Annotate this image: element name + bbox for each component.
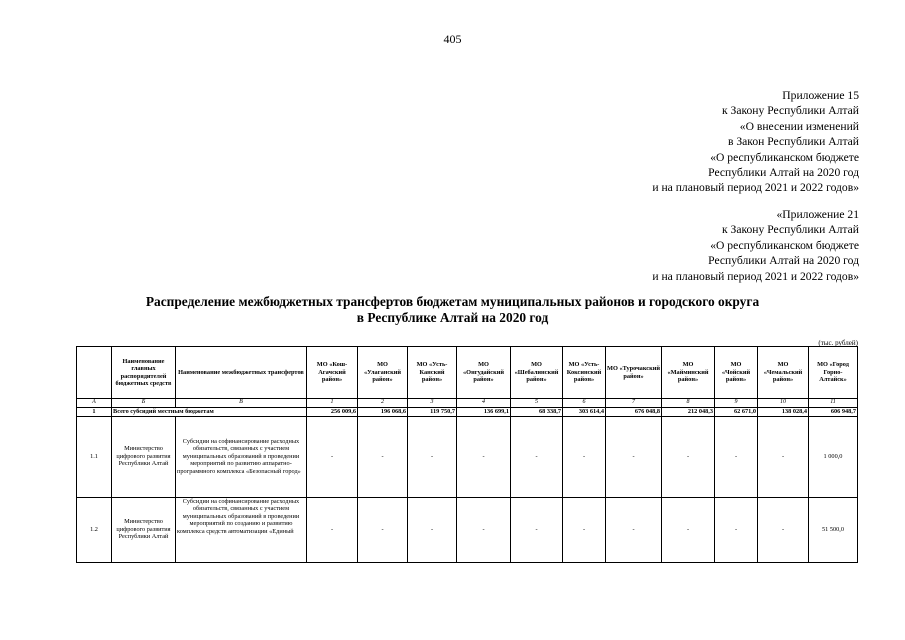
total-value: 676 048,8 bbox=[606, 407, 662, 416]
column-index: 4 bbox=[457, 399, 511, 408]
column-index: А bbox=[77, 399, 112, 408]
appendix-line: Республики Алтай на 2020 год bbox=[708, 166, 859, 180]
column-index-row bbox=[77, 399, 858, 408]
total-value: 138 028,4 bbox=[758, 407, 809, 416]
column-index: 10 bbox=[758, 399, 809, 408]
value-cell: - bbox=[457, 416, 511, 497]
table-row bbox=[77, 497, 858, 562]
appendix-line: к Закону Республики Алтай bbox=[721, 223, 859, 237]
value-cell: - bbox=[358, 497, 408, 562]
column-index: 8 bbox=[662, 399, 715, 408]
value-cell: - bbox=[715, 497, 758, 562]
value-cell: - bbox=[511, 497, 563, 562]
value-cell: - bbox=[408, 497, 457, 562]
appendix-line: в Закон Республики Алтай bbox=[727, 135, 859, 149]
value-cell: 1 000,0 bbox=[809, 416, 858, 497]
total-value: 196 068,6 bbox=[358, 407, 408, 416]
page-number: 405 bbox=[443, 32, 462, 46]
ministry-cell: Министерство цифрового развития Республики Алтай bbox=[112, 416, 176, 497]
column-index: 9 bbox=[715, 399, 758, 408]
appendix-line: «О республиканском бюджете bbox=[710, 238, 859, 252]
total-value: 303 614,4 bbox=[563, 407, 606, 416]
total-value: 119 750,7 bbox=[408, 407, 457, 416]
column-index: 11 bbox=[809, 399, 858, 408]
total-value: 68 338,7 bbox=[511, 407, 563, 416]
appendix-line: Приложение 15 bbox=[782, 89, 859, 102]
value-cell: - bbox=[662, 416, 715, 497]
value-cell: - bbox=[563, 497, 606, 562]
value-cell: - bbox=[511, 416, 563, 497]
header-cell: МО «Шебалинский район» bbox=[511, 347, 563, 399]
appendix-line: «Приложение 21 bbox=[776, 208, 859, 221]
header-cell bbox=[77, 347, 112, 399]
header-cell: МО «Онгудайский район» bbox=[457, 347, 511, 399]
value-cell: - bbox=[307, 497, 358, 562]
header-cell: МО «Чемальский район» bbox=[758, 347, 809, 399]
header-cell: МО «Усть-Канский район» bbox=[408, 347, 457, 399]
row-number: 1 bbox=[77, 407, 112, 416]
appendix-line: «О республиканском бюджете bbox=[710, 150, 859, 164]
table-row bbox=[77, 416, 858, 497]
total-row bbox=[77, 407, 858, 416]
value-cell: - bbox=[457, 497, 511, 562]
value-cell: - bbox=[606, 497, 662, 562]
column-index: 7 bbox=[606, 399, 662, 408]
value-cell: 51 500,0 bbox=[809, 497, 858, 562]
title-line: Распределение межбюджетных трансфертов бюджетам муниципальных районов и городского округа bbox=[145, 294, 760, 309]
appendix-line: и на плановый период 2021 и 2022 годов» bbox=[652, 181, 859, 195]
units-label: (тыс. рублей) bbox=[818, 339, 858, 347]
column-index: В bbox=[176, 399, 307, 408]
total-label: Всего субсидий местным бюджетам bbox=[112, 407, 307, 416]
header-cell: МО «Улаганский район» bbox=[358, 347, 408, 399]
header-cell: Наименование межбюджетных трансфертов bbox=[176, 347, 307, 399]
value-cell: - bbox=[307, 416, 358, 497]
header-cell: МО «Турочакский район» bbox=[606, 347, 662, 399]
transfer-description: Субсидии на софинансирование расходных обязательств, связанных с участием муниципальных образований в проведении мероприятий по развитию аппаратно-программного комплекса «Безопасный город» bbox=[176, 416, 307, 497]
ministry-cell: Министерство цифрового развития Республики Алтай bbox=[112, 497, 176, 562]
value-cell: - bbox=[662, 497, 715, 562]
total-value: 606 948,7 bbox=[809, 407, 858, 416]
header-cell: МО «Усть-Коксинский район» bbox=[563, 347, 606, 399]
column-index: 1 bbox=[307, 399, 358, 408]
value-cell: - bbox=[606, 416, 662, 497]
value-cell: - bbox=[358, 416, 408, 497]
header-cell: МО «Кош-Агачский район» bbox=[307, 347, 358, 399]
total-value: 62 671,0 bbox=[715, 407, 758, 416]
total-value: 212 048,3 bbox=[662, 407, 715, 416]
row-number: 1.1 bbox=[77, 416, 112, 497]
header-cell: МО «Город Горно-Алтайск» bbox=[809, 347, 858, 399]
appendix-line: Республики Алтай на 2020 год bbox=[708, 254, 859, 268]
transfers-table bbox=[76, 346, 858, 563]
header-row bbox=[77, 347, 858, 399]
appendix-original-block bbox=[652, 207, 859, 284]
appendix-line: и на плановый период 2021 и 2022 годов» bbox=[652, 269, 859, 283]
column-index: Б bbox=[112, 399, 176, 408]
document-title bbox=[0, 294, 905, 326]
column-index: 2 bbox=[358, 399, 408, 408]
header-cell: МО «Майминский район» bbox=[662, 347, 715, 399]
value-cell: - bbox=[758, 497, 809, 562]
column-index: 5 bbox=[511, 399, 563, 408]
transfer-description: Субсидии на софинансирование расходных обязательств, связанных с участием муниципальных образований в проведении мероприятий по созданию и развитию комплекса средств автоматизации «Единый bbox=[176, 497, 307, 562]
appendix-line: «О внесении изменений bbox=[739, 119, 859, 133]
appendix-line: к Закону Республики Алтай bbox=[721, 104, 859, 118]
column-index: 6 bbox=[563, 399, 606, 408]
total-value: 136 699,1 bbox=[457, 407, 511, 416]
header-cell: МО «Чойский район» bbox=[715, 347, 758, 399]
value-cell: - bbox=[408, 416, 457, 497]
row-number: 1.2 bbox=[77, 497, 112, 562]
value-cell: - bbox=[758, 416, 809, 497]
value-cell: - bbox=[715, 416, 758, 497]
value-cell: - bbox=[563, 416, 606, 497]
header-cell: Наименование главных распорядителей бюджетных средств bbox=[112, 347, 176, 399]
appendix-current-block bbox=[652, 88, 859, 196]
column-index: 3 bbox=[408, 399, 457, 408]
title-line: в Республике Алтай на 2020 год bbox=[356, 310, 549, 325]
total-value: 256 009,6 bbox=[307, 407, 358, 416]
